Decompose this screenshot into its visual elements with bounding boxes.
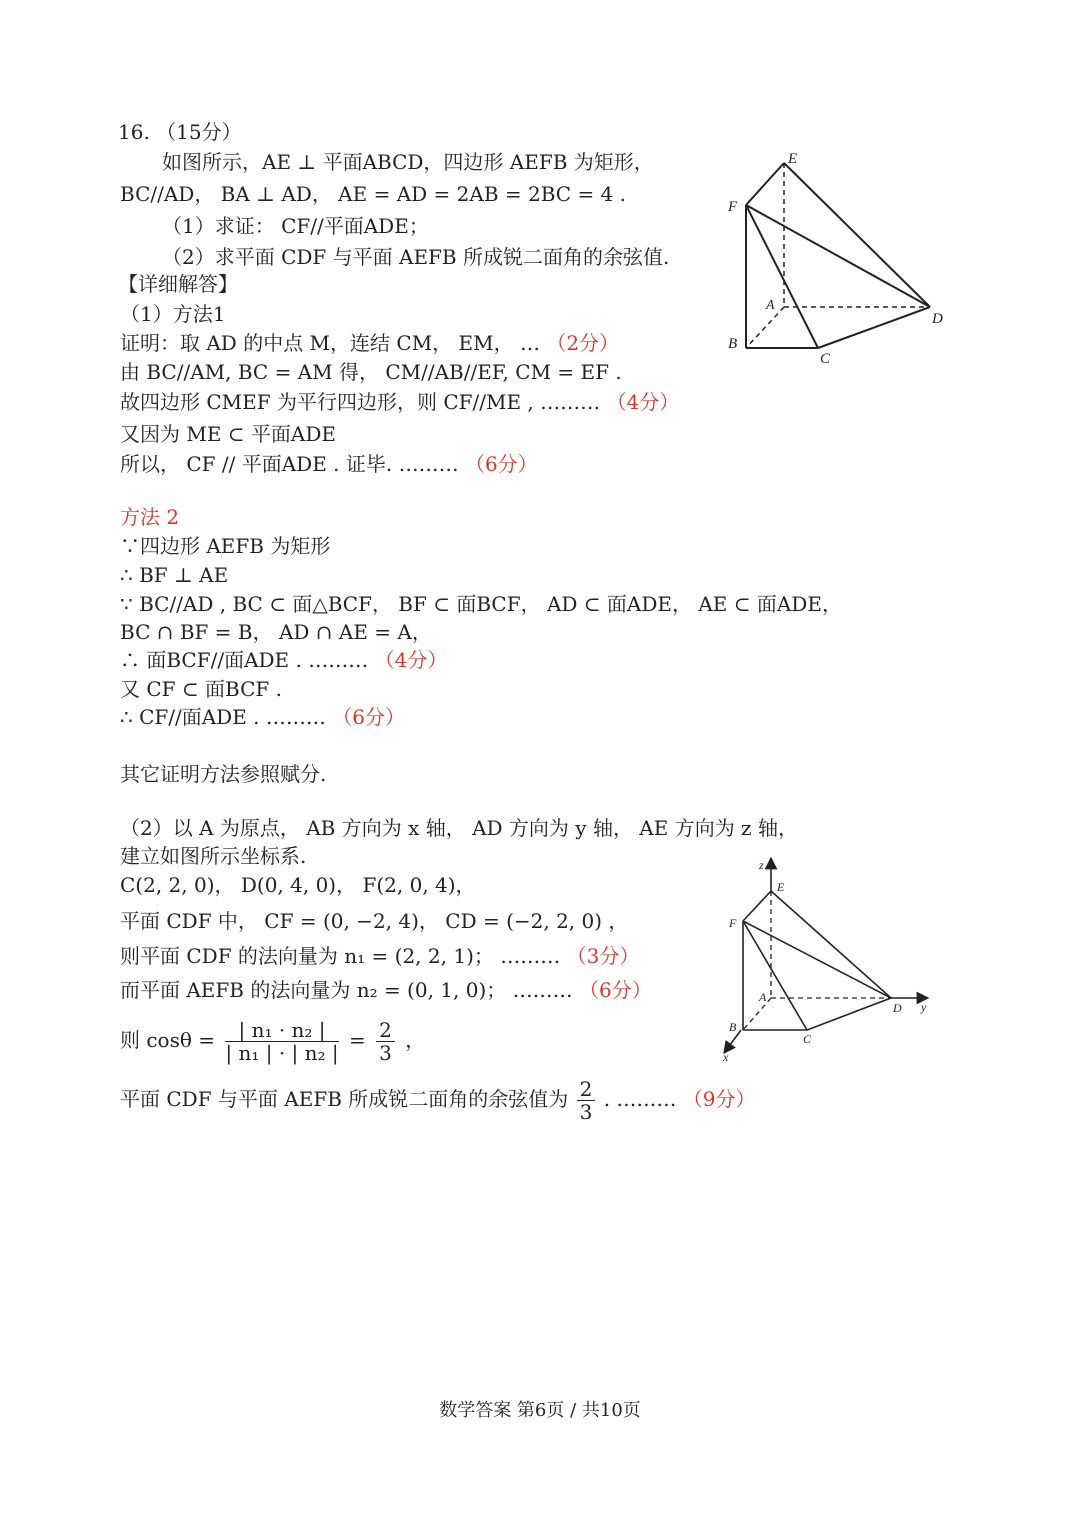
method2-line-5 bbox=[120, 646, 447, 674]
score-6: （6分） bbox=[464, 452, 538, 476]
final-dots: . ……… bbox=[603, 1087, 677, 1111]
final-numerator: 2 bbox=[577, 1078, 596, 1101]
page-footer: 数学答案 第6页 / 共10页 bbox=[439, 1400, 641, 1421]
geometry-figure-2 bbox=[715, 855, 940, 1065]
cos-prefix: 则 cosθ = bbox=[120, 1028, 216, 1052]
fig1-edge-ED bbox=[784, 163, 930, 307]
fig1-label-C: C bbox=[820, 351, 831, 367]
fig2-edge-AB bbox=[743, 998, 771, 1030]
method2-line-4: BC ∩ BF = B， AD ∩ AE = A， bbox=[120, 620, 432, 644]
cos-suffix: ， bbox=[405, 1028, 426, 1052]
problem-statement-line1: 如图所示，AE ⊥ 平面ABCD，四边形 AEFB 为矩形， bbox=[162, 150, 654, 174]
fig2-edge-CD bbox=[807, 998, 891, 1030]
score-3: （3分） bbox=[566, 944, 640, 968]
fig1-label-F: F bbox=[728, 199, 738, 215]
cos-denominator: | n₁ | · | n₂ | bbox=[225, 1041, 339, 1065]
fig2-label-z: z bbox=[759, 858, 764, 872]
final-answer-text: 平面 CDF 与平面 AEFB 所成锐二面角的余弦值为 bbox=[120, 1087, 569, 1111]
question-1: （1）求证： CF//平面ADE； bbox=[162, 214, 429, 238]
method2-line-7 bbox=[120, 703, 405, 731]
score-9: （9分） bbox=[682, 1087, 756, 1111]
problem-header: 16. （15分） bbox=[118, 120, 242, 144]
fig1-label-A: A bbox=[766, 298, 775, 313]
fig2-label-B: B bbox=[729, 1020, 737, 1034]
method2-line-5-text: ∴ 面BCF//面ADE . ……… bbox=[120, 648, 369, 672]
cos-value-fraction bbox=[376, 1019, 395, 1064]
fig1-label-D: D bbox=[932, 311, 943, 327]
part2-line-4: 平面 CDF 中， CF = (0, −2, 4)， CD = (−2, 2, 0) ， bbox=[120, 909, 629, 933]
final-denominator: 3 bbox=[579, 1100, 593, 1124]
final-fraction bbox=[577, 1078, 596, 1123]
part2-line-1: （2）以 A 为原点， AB 方向为 x 轴， AD 方向为 y 轴， AE 方向为 z 轴， bbox=[120, 816, 798, 840]
score-6b: （6分） bbox=[332, 705, 405, 729]
fig2-label-A: A bbox=[759, 990, 767, 1004]
fig1-edge-FC bbox=[746, 205, 818, 348]
cos-equals: = bbox=[349, 1028, 366, 1052]
fig2-label-F: F bbox=[729, 916, 737, 930]
proof-line-4: 又因为 ME ⊂ 平面ADE bbox=[120, 422, 336, 446]
final-answer bbox=[120, 1072, 756, 1126]
part2-line-2: 建立如图所示坐标系. bbox=[120, 844, 307, 868]
geometry-figure-1 bbox=[720, 145, 950, 370]
score-4: （4分） bbox=[606, 390, 680, 414]
fig1-edge-FD bbox=[746, 205, 930, 307]
method2-title: 方法 2 bbox=[120, 505, 180, 529]
fig1-edge-FE bbox=[746, 163, 784, 205]
proof-line-3 bbox=[120, 388, 679, 416]
score-2: （2分） bbox=[546, 331, 620, 355]
method2-line-6: 又 CF ⊂ 面BCF . bbox=[120, 677, 282, 701]
cos-fraction bbox=[225, 1019, 338, 1064]
other-methods-note: 其它证明方法参照赋分. bbox=[120, 762, 327, 786]
proof-line-2: 由 BC//AM, BC = AM 得， CM//AB//EF, CM = EF . bbox=[120, 360, 622, 384]
score-4b: （4分） bbox=[374, 648, 448, 672]
proof-line-3-text: 故四边形 CMEF 为平行四边形，则 CF//ME , ……… bbox=[120, 390, 601, 414]
fig1-edge-CD bbox=[818, 307, 930, 348]
question-2: （2）求平面 CDF 与平面 AEFB 所成锐二面角的余弦值. bbox=[162, 245, 670, 269]
cos-value-denominator: 3 bbox=[379, 1041, 392, 1065]
proof-line-5 bbox=[120, 450, 538, 478]
fig2-label-C: C bbox=[803, 1032, 812, 1046]
fig2-label-E: E bbox=[777, 880, 785, 894]
proof-line-1 bbox=[120, 329, 619, 357]
part2-line-5 bbox=[120, 942, 639, 970]
fig2-edge-FE bbox=[743, 891, 771, 921]
method2-line-3: ∵ BC//AD , BC ⊂ 面△BCF， BF ⊂ 面BCF， AD ⊂ 面ADE， AE ⊂ 面ADE， bbox=[120, 592, 842, 616]
part2-line-6-text: 而平面 AEFB 的法向量为 n₂ = (0, 1, 0)； ……… bbox=[120, 978, 573, 1002]
part2-line-3: C(2, 2, 0)， D(0, 4, 0)， F(2, 0, 4)， bbox=[120, 873, 476, 897]
method1-title: （1）方法1 bbox=[120, 302, 226, 326]
fig1-edge-AB bbox=[746, 307, 784, 348]
fig1-label-B: B bbox=[728, 336, 738, 352]
part2-line-6 bbox=[120, 976, 652, 1004]
score-6c: （6分） bbox=[579, 978, 652, 1002]
cos-numerator: | n₁ · n₂ | bbox=[225, 1019, 338, 1042]
cos-value-numerator: 2 bbox=[376, 1019, 395, 1042]
proof-line-5-text: 所以， CF // 平面ADE . 证毕. ……… bbox=[120, 452, 459, 476]
method2-line-7-text: ∴ CF//面ADE . ……… bbox=[120, 705, 326, 729]
proof-line-1-text: 证明：取 AD 的中点 M，连结 CM， EM， … bbox=[120, 331, 540, 355]
method2-line-2: ∴ BF ⊥ AE bbox=[120, 563, 229, 587]
fig1-label-E: E bbox=[788, 151, 798, 167]
part2-line-5-text: 则平面 CDF 的法向量为 n₁ = (2, 2, 1)； ……… bbox=[120, 944, 561, 968]
method2-line-1: ∵四边形 AEFB 为矩形 bbox=[120, 534, 331, 558]
fig2-label-D: D bbox=[893, 1001, 902, 1015]
fig2-label-x: x bbox=[723, 1050, 729, 1064]
fig2-label-y: y bbox=[921, 1000, 927, 1014]
problem-statement-line2: BC//AD， BA ⊥ AD， AE = AD = 2AB = 2BC = 4 . bbox=[120, 182, 626, 206]
cos-formula bbox=[120, 1012, 425, 1068]
solution-title: 【详细解答】 bbox=[118, 272, 238, 296]
